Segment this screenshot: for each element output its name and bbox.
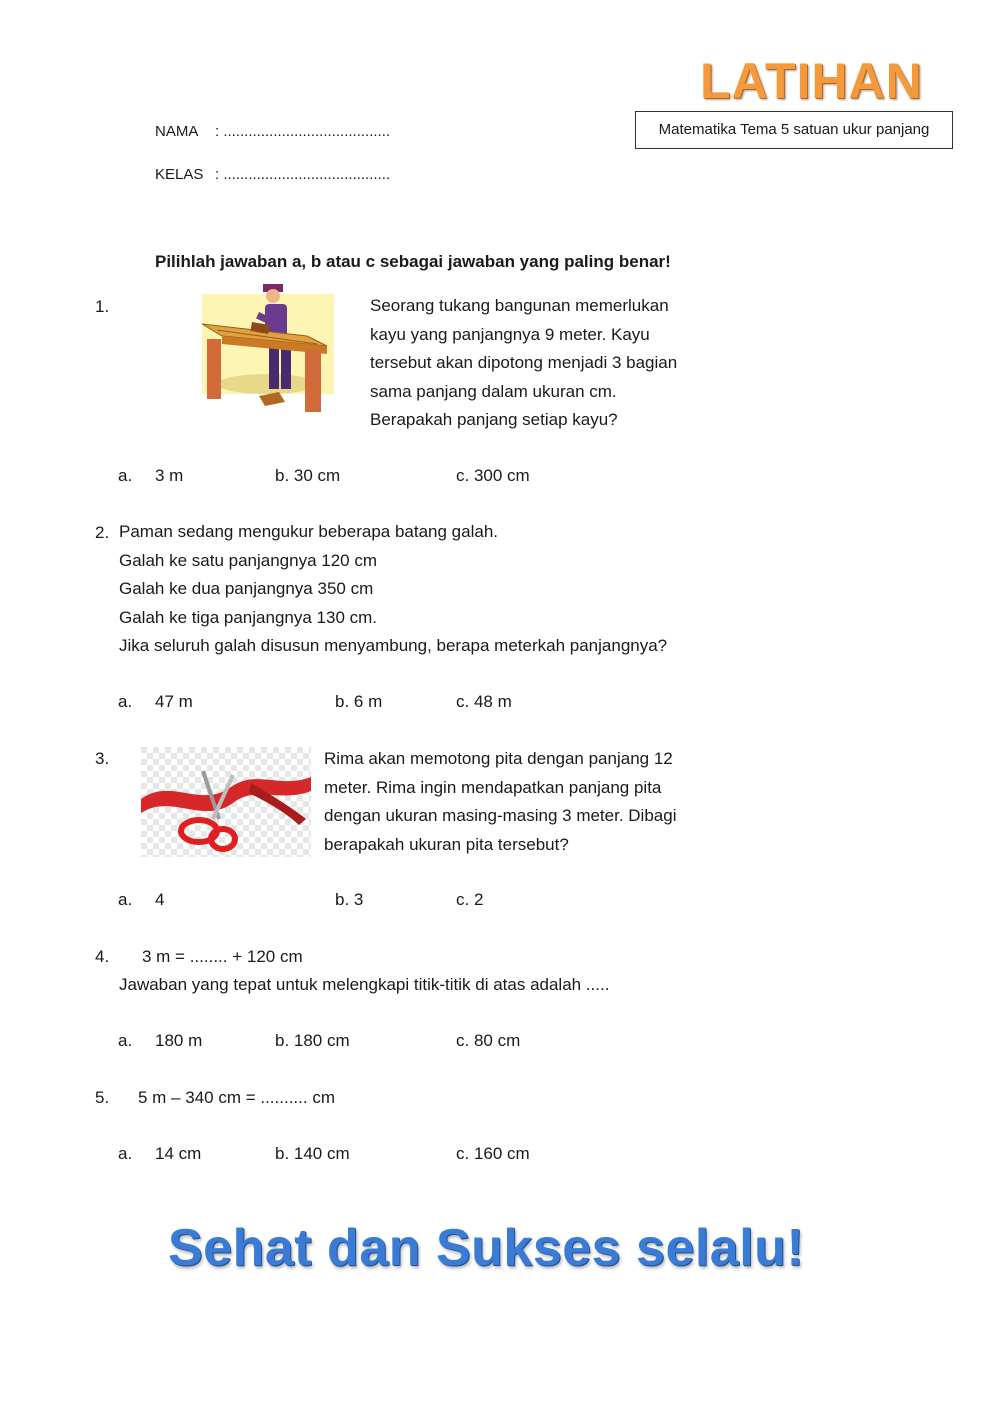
option-c[interactable]: c. 300 cm [456,466,530,485]
question-line: berapakah ukuran pita tersebut? [324,834,569,854]
option-a[interactable]: 3 m [155,466,184,485]
option-b[interactable]: b. 180 cm [275,1031,350,1050]
option-c[interactable]: c. 160 cm [456,1144,530,1163]
page-title: LATIHAN [700,53,923,109]
question-line: dengan ukuran masing-masing 3 meter. Dibagi [324,806,677,825]
question-number: 4. [95,947,110,966]
instruction: Pilihlah jawaban a, b atau c sebagai jawaban yang paling benar! [155,252,671,271]
subject-box: Matematika Tema 5 satuan ukur panjang [635,111,953,149]
question-number: 3. [95,749,110,768]
closing-message: Sehat dan Sukses selalu! [168,1219,805,1277]
question-line: Seorang tukang bangunan memerlukan [370,296,669,315]
option-a[interactable]: 180 m [155,1031,203,1050]
class-blank: : ........................................ [215,166,391,183]
option-letter: a. [118,1031,133,1050]
name-blank: : ........................................ [215,123,391,140]
question-line: Berapakah panjang setiap kayu? [370,410,618,429]
question-line: 3 m = ........ + 120 cm [142,947,303,966]
question-line: Galah ke tiga panjangnya 130 cm. [119,607,378,627]
option-a[interactable]: 47 m [155,692,193,711]
option-letter: a. [118,692,133,711]
option-c[interactable]: c. 80 cm [456,1031,521,1050]
question-text [324,745,724,859]
question-line: Galah ke dua panjangnya 350 cm [119,579,374,598]
option-c[interactable]: c. 2 [456,890,484,909]
option-c[interactable]: c. 48 m [456,692,512,711]
carpenter-illustration [197,284,339,416]
question-line: kayu yang panjangnya 9 meter. Kayu [370,324,650,344]
class-label: KELAS [155,166,204,183]
option-b[interactable]: b. 6 m [335,692,383,711]
question-text [119,518,759,661]
question-line: Galah ke satu panjangnya 120 cm [119,550,378,570]
option-a[interactable]: 4 [155,890,165,909]
question-number: 1. [95,297,110,316]
question-line: Rima akan memotong pita dengan panjang 12 [324,749,673,768]
question-line: 5 m – 340 cm = .......... cm [138,1088,335,1107]
option-letter: a. [118,466,133,485]
question-number: 5. [95,1088,110,1107]
option-b[interactable]: b. 3 [335,890,364,909]
option-letter: a. [118,890,133,909]
question-number: 2. [95,523,110,542]
question-text [370,292,730,435]
question-line: Paman sedang mengukur beberapa batang galah. [119,522,499,541]
option-a[interactable]: 14 cm [155,1144,202,1163]
option-b[interactable]: b. 140 cm [275,1144,350,1163]
question-line: tersebut akan dipotong menjadi 3 bagian [370,353,678,372]
name-label: NAMA [155,123,199,140]
question-line: Jika seluruh galah disusun menyambung, berapa meterkah panjangnya? [119,636,668,655]
question-line: sama panjang dalam ukuran cm. [370,381,617,401]
option-b[interactable]: b. 30 cm [275,466,341,485]
question-line: Jawaban yang tepat untuk melengkapi titik-titik di atas adalah ..... [119,975,610,994]
option-letter: a. [118,1144,133,1163]
scissors-ribbon-illustration [141,747,311,857]
question-line: meter. Rima ingin mendapatkan panjang pita [324,777,662,797]
